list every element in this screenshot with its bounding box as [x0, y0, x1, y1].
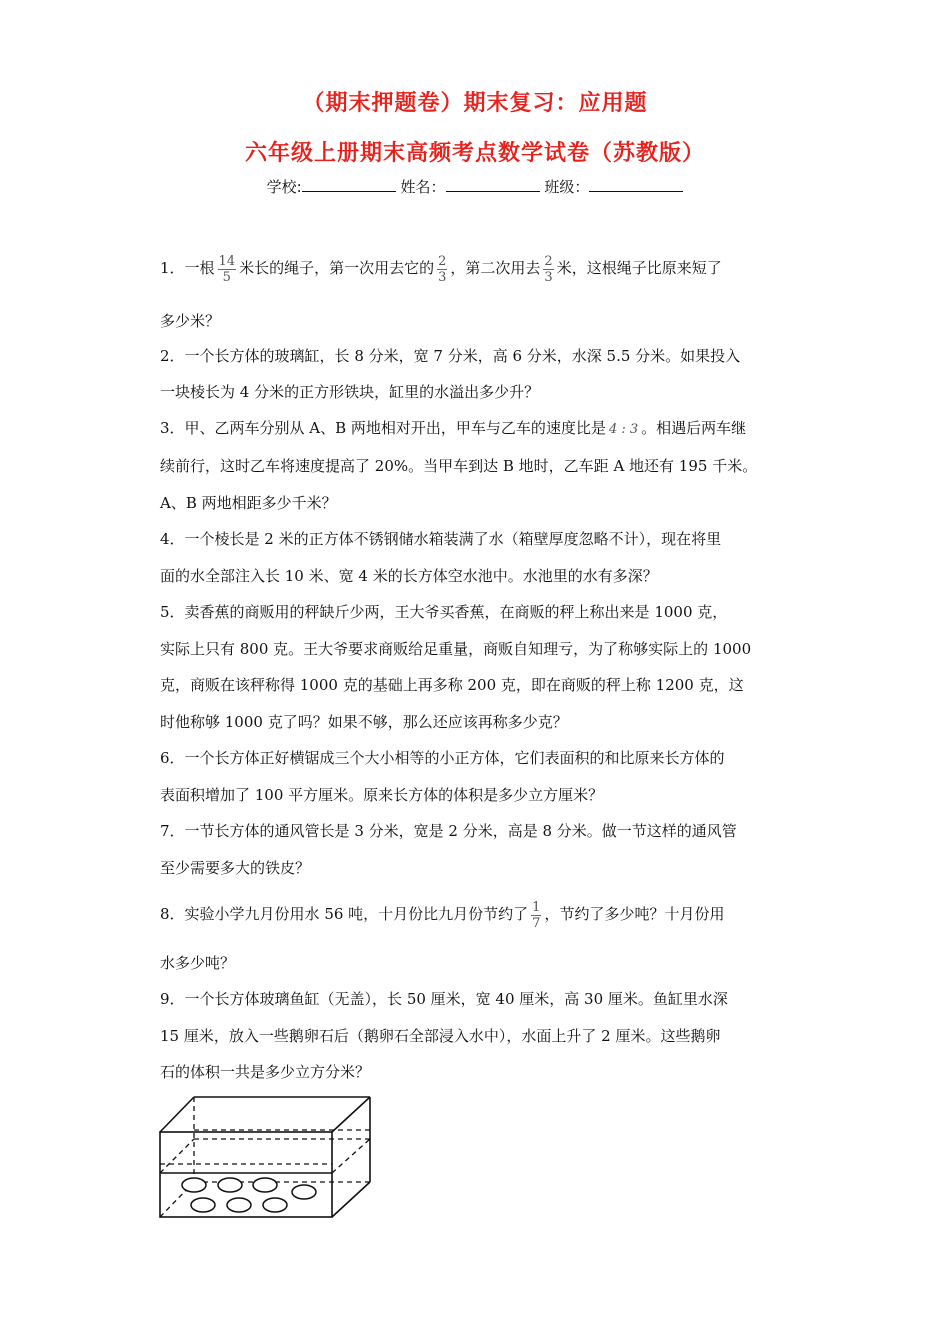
- tank-top-right-edge: [332, 1097, 370, 1132]
- name-blank[interactable]: [446, 177, 540, 192]
- school-blank[interactable]: [302, 177, 396, 192]
- class-label: 班级：: [544, 178, 590, 196]
- tank-top-left-edge: [160, 1097, 194, 1132]
- question-5-line-2: 实际上只有 800 克。王大爷要求商贩给足重量，商贩自知理亏，为了称够实际上的 1000: [160, 640, 752, 658]
- exam-title: （期末押题卷）期末复习：应用题: [302, 91, 648, 116]
- pebble: [292, 1185, 316, 1199]
- pebble: [218, 1178, 242, 1192]
- question-1-line-2: 多少米？: [160, 312, 221, 330]
- class-blank[interactable]: [589, 177, 683, 192]
- question-6-line-2: 表面积增加了 100 平方厘米。原来长方体的体积是多少立方厘米？: [160, 786, 604, 804]
- question-3-line-1: 3．甲、乙两车分别从 A、B 两地相对开出，甲车与乙车的速度比是 4 : 3 。相遇后两车继: [160, 419, 747, 437]
- question-3-line-3: A、B 两地相距多少千米？: [160, 494, 337, 512]
- question-5-line-3: 克，商贩在该秤称得 1000 克的基础上再多称 200 克，即在商贩的秤上称 1200 克，这: [160, 676, 744, 694]
- fraction-2-3: $\frac{2}{3}$: [438, 253, 447, 285]
- question-4-line-1: 4．一个棱长是 2 米的正方体不锈钢储水箱装满了水（箱壁厚度忽略不计），现在将里: [160, 530, 722, 548]
- question-9-line-3: 石的体积一共是多少立方分米？: [160, 1063, 371, 1081]
- pebble: [227, 1198, 251, 1212]
- question-7-line-1: 7．一节长方体的通风管长是 3 分米，宽是 2 分米，高是 8 分米。做一节这样的通风管: [160, 822, 737, 840]
- question-9-line-2: 15 厘米，放入一些鹅卵石后（鹅卵石全部浸入水中），水面上升了 2 厘米。这些鹅卵: [160, 1027, 721, 1045]
- question-6-line-1: 6．一个长方体正好横锯成三个大小相等的小正方体，它们表面积的和比原来长方体的: [160, 749, 725, 767]
- pebble: [182, 1178, 206, 1192]
- fraction-1-7: $\frac{1}{7}$: [532, 899, 541, 931]
- question-2-line-2: 一块棱长为 4 分米的正方形铁块，缸里的水溢出多少升？: [160, 383, 540, 401]
- fish-tank-diagram: [158, 1094, 378, 1224]
- question-5-line-1: 5．卖香蕉的商贩用的秤缺斤少两，王大爷买香蕉，在商贩的秤上称出来是 1000 克，: [160, 603, 728, 621]
- question-9-line-1: 9．一个长方体玻璃鱼缸（无盖），长 50 厘米，宽 40 厘米，高 30 厘米。鱼缸里水深: [160, 990, 728, 1008]
- pebble: [253, 1178, 277, 1192]
- water-surface-right: [332, 1139, 370, 1173]
- name-label: 姓名：: [400, 178, 446, 196]
- tank-bottom-right-edge: [332, 1182, 370, 1217]
- student-info-line: [0, 176, 950, 197]
- question-1-line-1: 1．一根 $\frac{14}{5}$ 米长的绳子，第一次用去它的 $\frac{2}{3}$ ，第二次用去 $\frac{2}{3}$ 米，这根绳子比原来短了: [160, 253, 722, 285]
- fraction-2-3-second: $\frac{2}{3}$: [544, 253, 553, 285]
- school-label: 学校:: [266, 178, 302, 196]
- speed-ratio: 4 : 3: [608, 422, 639, 437]
- question-3-line-2: 续前行，这时乙车将速度提高了 20%。当甲车到达 B 地时，乙车距 A 地还有 195 千米。: [160, 457, 758, 475]
- question-2-line-1: 2．一个长方体的玻璃缸，长 8 分米，宽 7 分米，高 6 分米，水深 5.5 分米。如果投入: [160, 347, 741, 365]
- question-7-line-2: 至少需要多大的铁皮？: [160, 859, 311, 877]
- pebble: [263, 1198, 287, 1212]
- question-5-line-4: 时他称够 1000 克了吗？如果不够，那么还应该再称多少克？: [160, 713, 568, 731]
- exam-subtitle: 六年级上册期末高频考点数学试卷（苏教版）: [244, 141, 705, 166]
- question-4-line-2: 面的水全部注入长 10 米、宽 4 米的长方体空水池中。水池里的水有多深？: [160, 567, 658, 585]
- water-surface-left: [160, 1139, 194, 1173]
- question-8-line-1: 8．实验小学九月份用水 56 吨，十月份比九月份节约了 $\frac{1}{7}$ ，节约了多少吨？十月份用: [160, 899, 725, 931]
- pebble: [191, 1198, 215, 1212]
- fraction-14-5: $\frac{14}{5}$: [218, 253, 236, 285]
- question-8-line-2: 水多少吨？: [160, 954, 236, 972]
